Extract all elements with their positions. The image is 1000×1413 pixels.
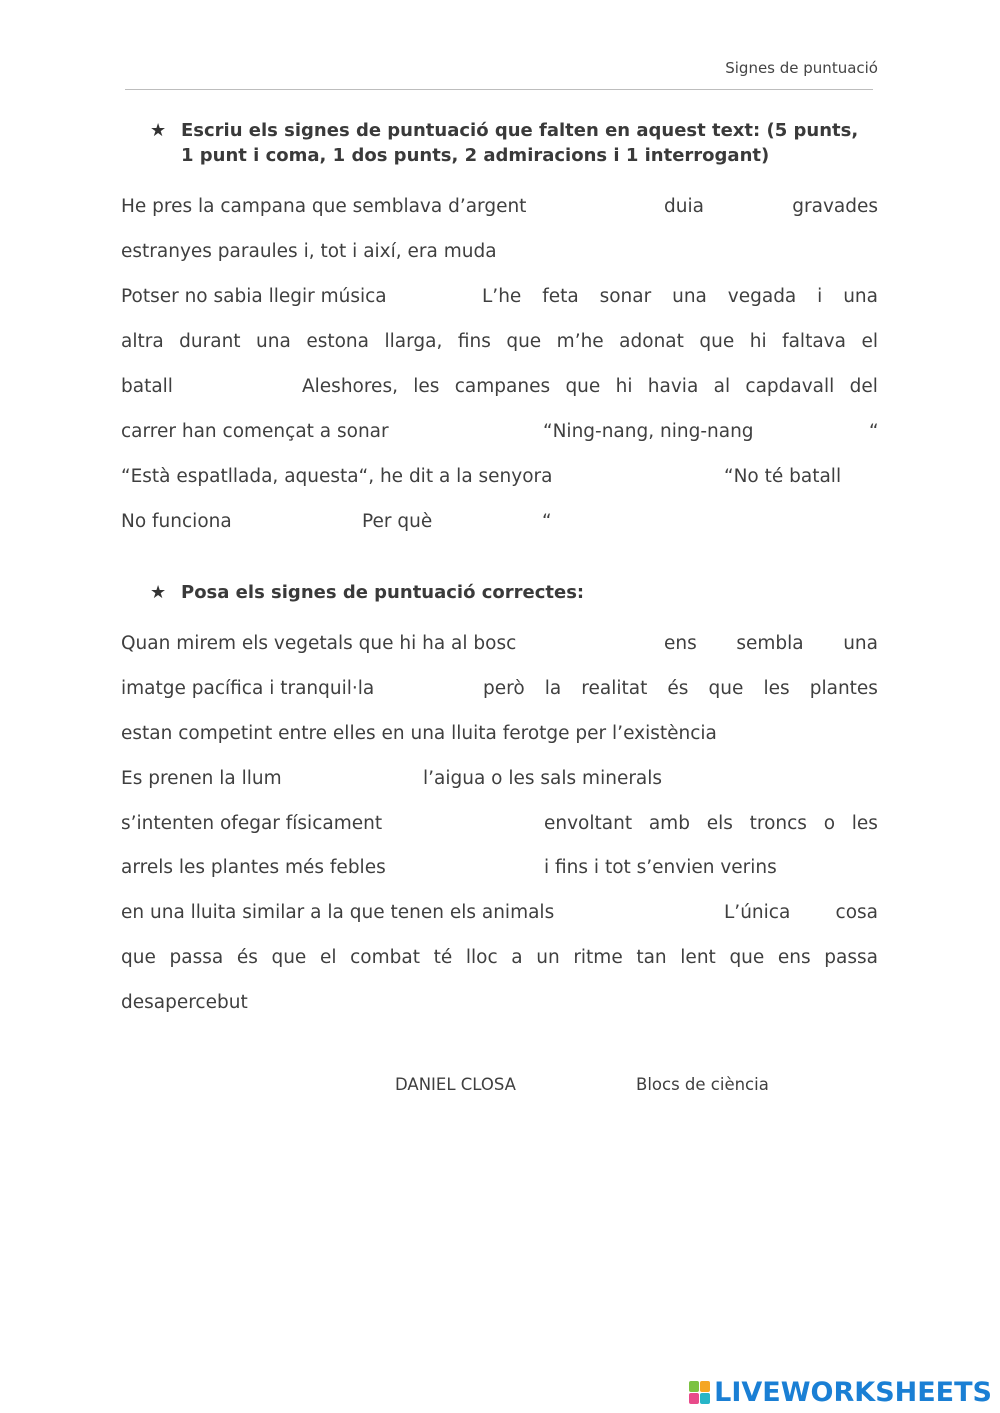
word: una [256,331,291,352]
word: una [843,286,878,307]
text-segment: No funciona [121,511,232,532]
exercise2-line-5 [121,813,878,841]
text-segment: Potser no sabia llegir música [121,286,387,307]
text-segment: estan competint entre elles en una lluita ferotge per l’existència [121,723,717,744]
justified-group [483,678,878,699]
word: llarga, [384,331,443,352]
word: les [851,813,878,834]
word: Aleshores, [302,376,398,397]
text-segment: desapercebut [121,992,248,1013]
word: és [236,947,258,968]
text-segment: duia [664,196,704,217]
justified-group [544,813,878,834]
exercise1-line-5 [121,376,878,404]
exercise1-line-1 [121,196,878,224]
exercise2-line-2 [121,678,878,706]
word: un [536,947,560,968]
word: o [823,813,836,834]
word: realitat [581,678,648,699]
text-segment: “ [542,511,552,532]
word: m’he [556,331,604,352]
word: altra [121,331,164,352]
exercise2-line-1 [121,633,878,661]
word: ens [777,947,811,968]
exercise1-instruction [150,118,878,168]
word: cosa [835,902,878,923]
text-segment: i fins i tot s’envien verins [544,857,777,878]
justified-group [302,376,878,397]
word: feta [542,286,579,307]
word: passa [824,947,878,968]
logo-square [689,1381,699,1392]
text-segment: en una lluita similar a la que tenen els animals [121,902,555,923]
justified-group [664,633,878,654]
word: el [861,331,878,352]
word: faltava [782,331,846,352]
text-segment: estranyes paraules i, tot i així, era muda [121,241,497,262]
word: té [433,947,453,968]
text-segment: “Està espatllada, aquesta“, he dit a la senyora [121,466,553,487]
exercise2-instruction [150,580,878,605]
word: tan [636,947,667,968]
word: que [121,947,156,968]
exercise2-line-8 [121,947,878,975]
exercise1-line-7 [121,466,878,494]
text-segment: Quan mirem els vegetals que hi ha al bosc [121,633,517,654]
liveworksheets-wordmark: LIVEWORKSHEETS [714,1376,992,1408]
text-segment: carrer han començat a sonar [121,421,389,442]
word: és [667,678,689,699]
word: plantes [809,678,878,699]
word: el [319,947,337,968]
text-segment: gravades [792,196,878,217]
word: que [699,331,735,352]
word: envoltant [544,813,633,834]
word: a [511,947,523,968]
justified-group [482,286,878,307]
word: la [544,678,562,699]
word: i [817,286,823,307]
word: una [843,633,878,654]
word: hi [615,376,633,397]
exercise2-line-9 [121,992,878,1020]
word: vegada [727,286,797,307]
exercise1-line-4 [121,331,878,359]
liveworksheets-logo-icon [689,1381,710,1404]
word: al [713,376,731,397]
liveworksheets-brand[interactable] [689,1377,992,1407]
word: els [706,813,733,834]
word: L’he [482,286,522,307]
page-header-title: Signes de puntuació [725,59,878,77]
word: passa [169,947,224,968]
exercise1-instruction-line1: Escriu els signes de puntuació que falten en aquest text: (5 punts, [181,120,859,141]
word: amb [648,813,690,834]
word: les [413,376,440,397]
word: del [849,376,878,397]
word: troncs [749,813,807,834]
word: capdavall [745,376,835,397]
exercise1-instruction-line2: 1 punt i coma, 1 dos punts, 2 admiracions i 1 interrogant) [181,145,770,166]
logo-square [700,1393,710,1404]
word: lent [680,947,716,968]
text-segment: He pres la campana que semblava d’argent [121,196,527,217]
logo-square [689,1393,699,1404]
exercise2-line-7 [121,902,878,930]
justified-group [724,902,878,923]
word: campanes [454,376,551,397]
exercise2-line-6 [121,857,878,885]
text-segment: Es prenen la llum [121,768,282,789]
word: que [565,376,601,397]
word: que [271,947,307,968]
word: però [483,678,525,699]
text-segment: l’aigua o les sals minerals [423,768,663,789]
logo-square [700,1381,710,1392]
exercise2-line-3 [121,723,878,751]
word: combat [350,947,420,968]
word: hi [749,331,767,352]
star-icon: ★ [150,120,167,141]
word: ens [664,633,697,654]
exercise1-line-2 [121,241,878,269]
word: adonat [619,331,684,352]
exercise2-instruction-text: Posa els signes de puntuació correctes: [181,582,585,603]
text-segment: s’intenten ofegar físicament [121,813,383,834]
word: havia [647,376,699,397]
exercise1-line-6 [121,421,878,449]
word: L’única [724,902,791,923]
word: que [729,947,765,968]
source-credit: Blocs de ciència [636,1075,769,1094]
word: les [763,678,790,699]
word: una [672,286,707,307]
word: que [708,678,744,699]
word: lloc [465,947,498,968]
exercise2-line-4 [121,768,878,796]
text-segment: Per què [362,511,433,532]
word: sonar [599,286,652,307]
word: batall [121,376,173,397]
text-segment: “ [869,421,879,442]
word: ritme [573,947,623,968]
author-credit: DANIEL CLOSA [395,1075,516,1094]
text-segment: “Ning-nang, ning-nang [543,421,754,442]
exercise1-line-3 [121,286,878,314]
text-segment: arrels les plantes més febles [121,857,386,878]
text-segment: “No té batall [724,466,842,487]
word: fins [457,331,491,352]
exercise1-line-8 [121,511,878,539]
star-icon: ★ [150,582,167,603]
header-divider [125,89,873,90]
word: que [506,331,542,352]
text-segment: imatge pacífica i tranquil·la [121,678,375,699]
word: durant [179,331,241,352]
word: sembla [736,633,804,654]
word: estona [306,331,369,352]
